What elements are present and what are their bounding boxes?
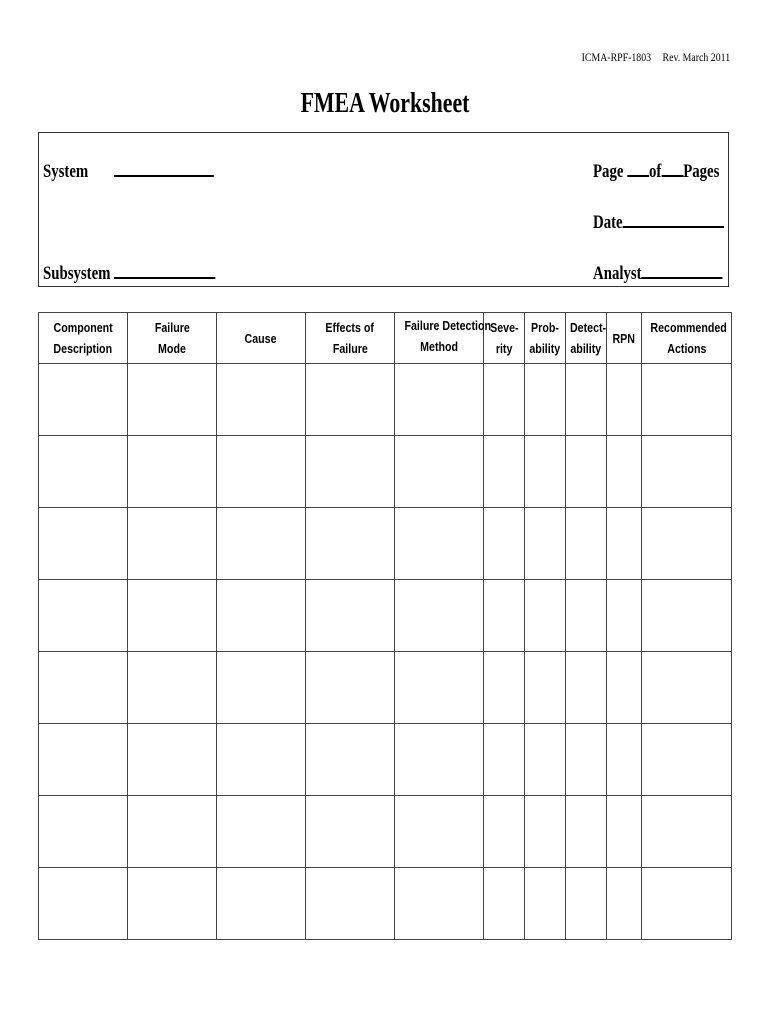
pages-label: Pages — [683, 161, 720, 182]
entry-cell[interactable] — [306, 436, 395, 508]
table-row — [39, 580, 732, 652]
col-severity: Seve- rity — [484, 313, 525, 364]
entry-cell[interactable] — [607, 868, 642, 940]
entry-cell[interactable] — [642, 580, 732, 652]
entry-cell[interactable] — [484, 796, 525, 868]
col-recommended-actions: Recommended Actions — [642, 313, 732, 364]
entry-cell[interactable] — [525, 868, 566, 940]
entry-cell[interactable] — [306, 868, 395, 940]
entry-cell[interactable] — [39, 868, 128, 940]
table-row — [39, 364, 732, 436]
entry-cell[interactable] — [395, 364, 484, 436]
entry-cell[interactable] — [566, 364, 607, 436]
col-failure-detection-method: Failure Detection Method — [395, 313, 484, 364]
entry-cell[interactable] — [607, 724, 642, 796]
fmea-table — [38, 312, 732, 940]
col-effects-of-failure: Effects of Failure — [306, 313, 395, 364]
entry-cell[interactable] — [484, 580, 525, 652]
entry-cell[interactable] — [566, 652, 607, 724]
system-line — [114, 161, 214, 177]
entry-cell[interactable] — [566, 796, 607, 868]
entry-cell[interactable] — [39, 364, 128, 436]
date-label: Date — [593, 212, 623, 233]
entry-cell[interactable] — [306, 580, 395, 652]
entry-cell[interactable] — [128, 652, 217, 724]
analyst-line — [642, 263, 723, 279]
entry-cell[interactable] — [128, 436, 217, 508]
col-failure-mode: Failure Mode — [128, 313, 217, 364]
analyst-field[interactable] — [593, 263, 723, 285]
entry-cell[interactable] — [642, 436, 732, 508]
analyst-label: Analyst — [593, 263, 642, 284]
entry-cell[interactable] — [607, 364, 642, 436]
entry-cell[interactable] — [642, 868, 732, 940]
entry-cell[interactable] — [395, 436, 484, 508]
entry-cell[interactable] — [566, 580, 607, 652]
header-row — [39, 313, 732, 364]
entry-cell[interactable] — [217, 652, 306, 724]
entry-cell[interactable] — [642, 508, 732, 580]
entry-cell[interactable] — [128, 724, 217, 796]
entry-cell[interactable] — [484, 364, 525, 436]
entry-cell[interactable] — [395, 652, 484, 724]
entry-cell[interactable] — [395, 868, 484, 940]
entry-cell[interactable] — [217, 868, 306, 940]
entry-cell[interactable] — [395, 724, 484, 796]
entry-cell[interactable] — [39, 796, 128, 868]
entry-cell[interactable] — [39, 508, 128, 580]
entry-cell[interactable] — [607, 652, 642, 724]
entry-cell[interactable] — [484, 436, 525, 508]
entry-cell[interactable] — [217, 508, 306, 580]
system-field[interactable] — [43, 161, 214, 183]
header-box — [38, 132, 729, 287]
table-row — [39, 652, 732, 724]
entry-cell[interactable] — [395, 796, 484, 868]
entry-cell[interactable] — [39, 580, 128, 652]
entry-cell[interactable] — [484, 868, 525, 940]
system-label: System — [43, 161, 89, 182]
entry-cell[interactable] — [128, 580, 217, 652]
table-row — [39, 436, 732, 508]
entry-cell[interactable] — [128, 364, 217, 436]
table-row — [39, 508, 732, 580]
entry-cell[interactable] — [39, 436, 128, 508]
entry-cell[interactable] — [566, 724, 607, 796]
entry-cell[interactable] — [128, 796, 217, 868]
table-row — [39, 724, 732, 796]
entry-cell[interactable] — [607, 436, 642, 508]
entry-cell[interactable] — [566, 508, 607, 580]
entry-cell[interactable] — [39, 652, 128, 724]
entry-cell[interactable] — [525, 436, 566, 508]
entry-cell[interactable] — [217, 796, 306, 868]
form-reference — [581, 50, 730, 65]
subsystem-field[interactable] — [43, 263, 216, 285]
entry-cell[interactable] — [607, 796, 642, 868]
col-rpn: RPN — [607, 313, 642, 364]
col-component-description: Component Description — [39, 313, 128, 364]
page-label: Page — [593, 161, 624, 182]
entry-cell[interactable] — [217, 724, 306, 796]
entry-cell[interactable] — [395, 580, 484, 652]
revision-date: Rev. March 2011 — [662, 50, 730, 64]
entry-cell[interactable] — [128, 508, 217, 580]
entry-cell[interactable] — [306, 652, 395, 724]
entry-cell[interactable] — [217, 364, 306, 436]
entry-cell[interactable] — [642, 652, 732, 724]
entry-cell[interactable] — [525, 364, 566, 436]
entry-cell[interactable] — [484, 652, 525, 724]
entry-cell[interactable] — [607, 508, 642, 580]
page-line — [627, 161, 649, 177]
entry-cell[interactable] — [566, 436, 607, 508]
entry-cell[interactable] — [39, 724, 128, 796]
subsystem-line — [114, 263, 215, 279]
entry-cell[interactable] — [525, 508, 566, 580]
entry-cell[interactable] — [306, 724, 395, 796]
page-title: FMEA Worksheet — [300, 88, 470, 119]
form-id: ICMA-RPF-1803 — [581, 50, 651, 64]
entry-cell[interactable] — [525, 796, 566, 868]
col-detectability: Detect- ability — [566, 313, 607, 364]
entry-cell[interactable] — [217, 580, 306, 652]
col-cause: Cause — [217, 313, 306, 364]
date-line — [623, 212, 724, 228]
table-row — [39, 868, 732, 940]
col-probability: Prob- ability — [525, 313, 566, 364]
entry-cell[interactable] — [217, 436, 306, 508]
entry-cell[interactable] — [525, 580, 566, 652]
entry-cell[interactable] — [525, 724, 566, 796]
entry-cell[interactable] — [128, 868, 217, 940]
entry-cell[interactable] — [395, 508, 484, 580]
entry-cell[interactable] — [566, 868, 607, 940]
pages-line — [661, 161, 683, 177]
entry-cell[interactable] — [306, 508, 395, 580]
entry-cell[interactable] — [607, 580, 642, 652]
date-field[interactable] — [593, 212, 724, 234]
table-row — [39, 796, 732, 868]
subsystem-label: Subsystem — [43, 263, 111, 284]
entry-cell[interactable] — [642, 796, 732, 868]
entry-cell[interactable] — [306, 796, 395, 868]
entry-cell[interactable] — [642, 364, 732, 436]
entry-cell[interactable] — [525, 652, 566, 724]
entry-cell[interactable] — [484, 508, 525, 580]
entry-cell[interactable] — [484, 724, 525, 796]
entry-cell[interactable] — [642, 724, 732, 796]
of-label: of — [649, 161, 662, 182]
entry-cell[interactable] — [306, 364, 395, 436]
page-count-field[interactable] — [593, 161, 719, 183]
